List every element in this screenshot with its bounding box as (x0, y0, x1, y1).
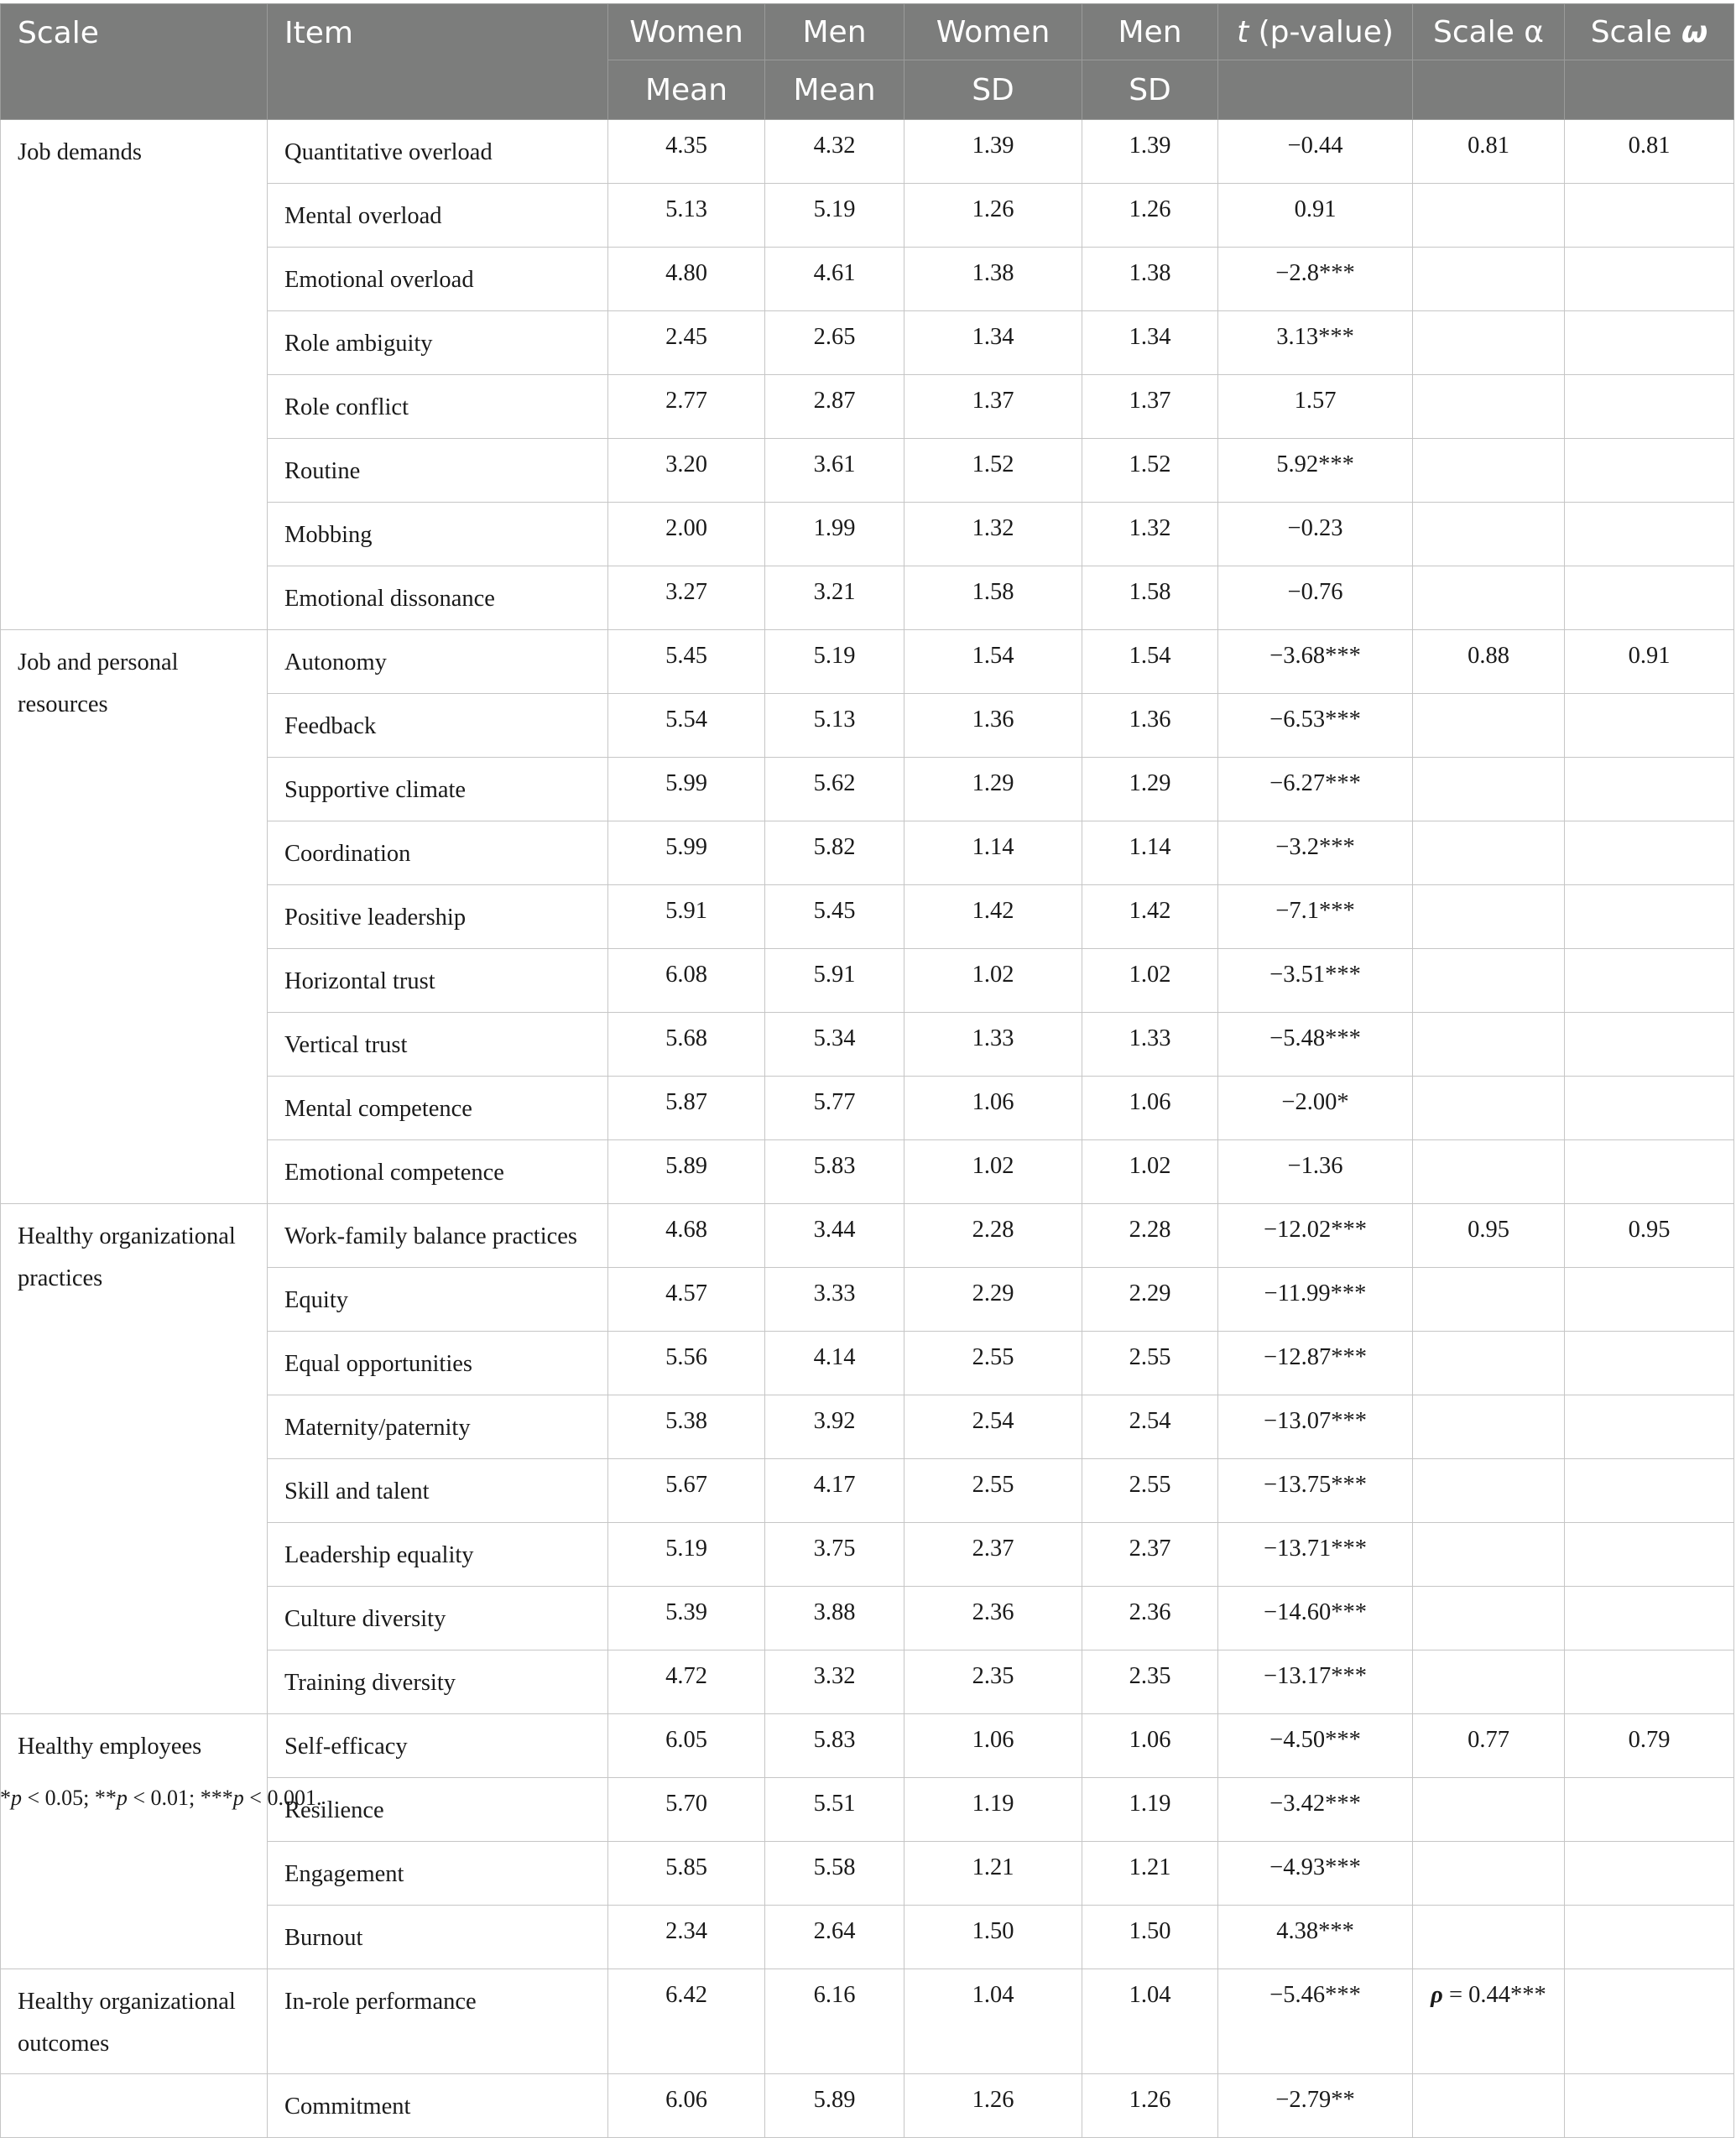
women-mean-cell: 5.13 (608, 184, 765, 248)
women-sd-cell: 1.39 (904, 120, 1082, 184)
men-sd-cell: 2.54 (1082, 1395, 1218, 1459)
women-sd-cell: 1.14 (904, 821, 1082, 885)
men-mean-cell: 5.83 (765, 1714, 904, 1778)
men-mean-cell: 5.58 (765, 1842, 904, 1906)
women-sd-cell: 1.34 (904, 311, 1082, 375)
scale-omega-cell (1565, 1969, 1734, 2074)
women-sd-cell: 1.04 (904, 1969, 1082, 2074)
t-value-cell: −2.79** (1218, 2074, 1413, 2138)
scale-omega-cell (1565, 1332, 1734, 1395)
men-sd-cell: 1.19 (1082, 1778, 1218, 1842)
women-mean-cell: 5.99 (608, 821, 765, 885)
header-men-sd: Men (1082, 4, 1218, 60)
men-mean-cell: 2.64 (765, 1906, 904, 1969)
men-sd-cell: 1.29 (1082, 758, 1218, 821)
t-value-cell: −13.71*** (1218, 1523, 1413, 1587)
women-mean-cell: 3.20 (608, 439, 765, 503)
scale-omega-cell (1565, 1778, 1734, 1842)
scale-alpha-cell (1413, 949, 1565, 1013)
women-sd-cell: 2.36 (904, 1587, 1082, 1650)
scale-omega-cell (1565, 1395, 1734, 1459)
item-cell: Role conflict (268, 375, 608, 439)
scale-alpha-cell (1413, 1906, 1565, 1969)
header-women-sd: Women (904, 4, 1082, 60)
women-mean-cell: 4.80 (608, 248, 765, 311)
table-row (1, 2074, 1734, 2138)
women-mean-cell: 6.05 (608, 1714, 765, 1778)
item-cell: Horizontal trust (268, 949, 608, 1013)
men-mean-cell: 5.89 (765, 2074, 904, 2138)
item-cell: Engagement (268, 1842, 608, 1906)
scale-alpha-cell (1413, 1778, 1565, 1842)
scale-omega-cell (1565, 1140, 1734, 1204)
header-women-mean: Women (608, 4, 765, 60)
item-cell: In-role performance (268, 1969, 608, 2074)
header-t-letter: t (1237, 14, 1249, 50)
men-mean-cell: 4.61 (765, 248, 904, 311)
header-men-mean-sub: Mean (765, 60, 904, 120)
women-sd-cell: 1.33 (904, 1013, 1082, 1077)
women-sd-cell: 1.42 (904, 885, 1082, 949)
scale-cell: Job demands (1, 120, 268, 630)
women-sd-cell: 1.26 (904, 2074, 1082, 2138)
women-mean-cell: 5.54 (608, 694, 765, 758)
men-sd-cell: 1.26 (1082, 2074, 1218, 2138)
women-mean-cell: 6.08 (608, 949, 765, 1013)
women-mean-cell: 5.70 (608, 1778, 765, 1842)
scale-alpha-cell (1413, 1459, 1565, 1523)
item-cell: Equal opportunities (268, 1332, 608, 1395)
men-mean-cell: 3.21 (765, 566, 904, 630)
table-row (1, 630, 1734, 694)
t-value-cell: 1.57 (1218, 375, 1413, 439)
men-mean-cell: 2.65 (765, 311, 904, 375)
men-mean-cell: 5.34 (765, 1013, 904, 1077)
women-sd-cell: 1.50 (904, 1906, 1082, 1969)
t-value-cell: −4.50*** (1218, 1714, 1413, 1778)
men-mean-cell: 2.87 (765, 375, 904, 439)
table-row (1, 120, 1734, 184)
scale-alpha-cell (1413, 1969, 1565, 2074)
scale-alpha-cell (1413, 1587, 1565, 1650)
men-sd-cell: 2.35 (1082, 1650, 1218, 1714)
scale-omega-cell (1565, 1077, 1734, 1140)
item-cell: Leadership equality (268, 1523, 608, 1587)
scale-cell: Healthy organizational practices (1, 1204, 268, 1714)
women-sd-cell: 1.26 (904, 184, 1082, 248)
t-value-cell: −5.48*** (1218, 1013, 1413, 1077)
scale-omega-cell (1565, 248, 1734, 311)
women-sd-cell: 1.58 (904, 566, 1082, 630)
item-cell: Emotional dissonance (268, 566, 608, 630)
table-row (1, 1204, 1734, 1268)
men-mean-cell: 3.88 (765, 1587, 904, 1650)
scale-omega-cell: 0.91 (1565, 630, 1734, 694)
table-row (1, 1969, 1734, 2074)
men-mean-cell: 5.83 (765, 1140, 904, 1204)
women-mean-cell: 4.72 (608, 1650, 765, 1714)
scale-omega-cell: 0.81 (1565, 120, 1734, 184)
t-value-cell: −1.36 (1218, 1140, 1413, 1204)
t-value-cell: −12.02*** (1218, 1204, 1413, 1268)
header-men-mean: Men (765, 4, 904, 60)
scale-omega-cell (1565, 1842, 1734, 1906)
table-header (1, 4, 1734, 120)
women-mean-cell: 6.06 (608, 2074, 765, 2138)
scale-omega-cell (1565, 184, 1734, 248)
header-men-sd-sub: SD (1082, 60, 1218, 120)
women-sd-cell: 1.06 (904, 1077, 1082, 1140)
t-value-cell: −4.93*** (1218, 1842, 1413, 1906)
women-sd-cell: 1.29 (904, 758, 1082, 821)
header-omega-prefix: Scale (1590, 14, 1681, 50)
scale-alpha-cell (1413, 1842, 1565, 1906)
men-sd-cell: 1.38 (1082, 248, 1218, 311)
scale-omega-cell (1565, 1587, 1734, 1650)
men-mean-cell: 3.33 (765, 1268, 904, 1332)
men-sd-cell: 1.02 (1082, 1140, 1218, 1204)
women-sd-cell: 1.36 (904, 694, 1082, 758)
women-sd-cell: 1.02 (904, 949, 1082, 1013)
women-mean-cell: 5.87 (608, 1077, 765, 1140)
men-sd-cell: 2.37 (1082, 1523, 1218, 1587)
t-value-cell: 4.38*** (1218, 1906, 1413, 1969)
women-mean-cell: 2.45 (608, 311, 765, 375)
scale-alpha-cell (1413, 566, 1565, 630)
women-mean-cell: 5.45 (608, 630, 765, 694)
t-value-cell: 5.92*** (1218, 439, 1413, 503)
men-sd-cell: 1.58 (1082, 566, 1218, 630)
item-cell: Work-family balance practices (268, 1204, 608, 1268)
men-mean-cell: 5.45 (765, 885, 904, 949)
men-mean-cell: 5.82 (765, 821, 904, 885)
item-cell: Autonomy (268, 630, 608, 694)
table-container (0, 3, 1733, 2138)
item-cell: Training diversity (268, 1650, 608, 1714)
scale-omega-cell: 0.95 (1565, 1204, 1734, 1268)
scale-omega-cell (1565, 885, 1734, 949)
item-cell: Supportive climate (268, 758, 608, 821)
women-sd-cell: 1.06 (904, 1714, 1082, 1778)
men-mean-cell: 5.51 (765, 1778, 904, 1842)
scale-alpha-cell: 0.81 (1413, 120, 1565, 184)
table-body (1, 120, 1734, 2138)
item-cell: Self-efficacy (268, 1714, 608, 1778)
men-sd-cell: 2.55 (1082, 1459, 1218, 1523)
men-mean-cell: 5.19 (765, 184, 904, 248)
women-mean-cell: 5.91 (608, 885, 765, 949)
scale-alpha-cell: 0.95 (1413, 1204, 1565, 1268)
item-cell: Positive leadership (268, 885, 608, 949)
men-mean-cell: 3.44 (765, 1204, 904, 1268)
women-sd-cell: 2.28 (904, 1204, 1082, 1268)
t-value-cell: −11.99*** (1218, 1268, 1413, 1332)
women-mean-cell: 2.34 (608, 1906, 765, 1969)
scale-cell: Job and personal resources (1, 630, 268, 1204)
women-mean-cell: 5.68 (608, 1013, 765, 1077)
men-sd-cell: 1.37 (1082, 375, 1218, 439)
scale-alpha-cell (1413, 1140, 1565, 1204)
t-value-cell: −2.00* (1218, 1077, 1413, 1140)
item-cell: Resilience (268, 1778, 608, 1842)
women-mean-cell: 5.67 (608, 1459, 765, 1523)
women-mean-cell: 5.89 (608, 1140, 765, 1204)
item-cell: Mobbing (268, 503, 608, 566)
women-mean-cell: 5.39 (608, 1587, 765, 1650)
scale-alpha-cell (1413, 1077, 1565, 1140)
men-sd-cell: 2.36 (1082, 1587, 1218, 1650)
item-cell: Equity (268, 1268, 608, 1332)
t-value-cell: −0.44 (1218, 120, 1413, 184)
men-sd-cell: 1.02 (1082, 949, 1218, 1013)
men-mean-cell: 1.99 (765, 503, 904, 566)
item-cell: Quantitative overload (268, 120, 608, 184)
women-sd-cell: 1.37 (904, 375, 1082, 439)
men-sd-cell: 1.04 (1082, 1969, 1218, 2074)
women-sd-cell: 2.37 (904, 1523, 1082, 1587)
men-mean-cell: 5.13 (765, 694, 904, 758)
scale-alpha-cell (1413, 758, 1565, 821)
scale-omega-cell (1565, 758, 1734, 821)
men-mean-cell: 3.32 (765, 1650, 904, 1714)
scale-omega-cell (1565, 1523, 1734, 1587)
women-mean-cell: 2.00 (608, 503, 765, 566)
women-mean-cell: 4.35 (608, 120, 765, 184)
item-cell: Skill and talent (268, 1459, 608, 1523)
scale-alpha-cell (1413, 248, 1565, 311)
t-value-cell: 0.91 (1218, 184, 1413, 248)
men-sd-cell: 1.14 (1082, 821, 1218, 885)
men-mean-cell: 5.91 (765, 949, 904, 1013)
t-value-cell: −0.23 (1218, 503, 1413, 566)
scale-cell: Healthy organizational outcomes (1, 1969, 268, 2074)
item-cell: Burnout (268, 1906, 608, 1969)
scale-omega-cell (1565, 439, 1734, 503)
t-value-cell: −7.1*** (1218, 885, 1413, 949)
header-scale-omega (1565, 4, 1734, 60)
scale-alpha-cell: 0.88 (1413, 630, 1565, 694)
scale-omega-cell (1565, 821, 1734, 885)
scale-alpha-cell (1413, 375, 1565, 439)
header-omega-sub (1565, 60, 1734, 120)
scale-omega-cell (1565, 1650, 1734, 1714)
men-sd-cell: 2.29 (1082, 1268, 1218, 1332)
men-mean-cell: 4.17 (765, 1459, 904, 1523)
rho-value: = 0.44*** (1442, 1982, 1546, 2008)
women-mean-cell: 5.19 (608, 1523, 765, 1587)
women-sd-cell: 1.32 (904, 503, 1082, 566)
t-value-cell: −2.8*** (1218, 248, 1413, 311)
men-sd-cell: 1.06 (1082, 1077, 1218, 1140)
t-value-cell: −3.2*** (1218, 821, 1413, 885)
table-footnote: *p < 0.05; **p < 0.01; ***p < 0.001. (0, 1786, 322, 1810)
t-value-cell: −13.75*** (1218, 1459, 1413, 1523)
scale-omega-cell (1565, 2074, 1734, 2138)
rho-symbol: ρ (1431, 1982, 1443, 2008)
t-value-cell: −12.87*** (1218, 1332, 1413, 1395)
item-cell: Mental overload (268, 184, 608, 248)
t-value-cell: −6.27*** (1218, 758, 1413, 821)
item-cell: Commitment (268, 2074, 608, 2138)
header-t-pvalue (1218, 4, 1413, 60)
women-mean-cell: 5.38 (608, 1395, 765, 1459)
scale-alpha-cell (1413, 311, 1565, 375)
header-item: Item (268, 4, 608, 120)
scale-omega-cell (1565, 375, 1734, 439)
women-mean-cell: 3.27 (608, 566, 765, 630)
scale-alpha-cell (1413, 1013, 1565, 1077)
scale-alpha-cell (1413, 1523, 1565, 1587)
scale-alpha-cell (1413, 1650, 1565, 1714)
table-row (1, 1714, 1734, 1778)
women-sd-cell: 1.02 (904, 1140, 1082, 1204)
scale-omega-cell (1565, 1013, 1734, 1077)
women-sd-cell: 2.29 (904, 1268, 1082, 1332)
women-sd-cell: 1.21 (904, 1842, 1082, 1906)
header-women-mean-sub: Mean (608, 60, 765, 120)
women-sd-cell: 1.38 (904, 248, 1082, 311)
men-sd-cell: 1.32 (1082, 503, 1218, 566)
scale-alpha-cell: 0.77 (1413, 1714, 1565, 1778)
scale-alpha-cell (1413, 694, 1565, 758)
scale-alpha-cell (1413, 184, 1565, 248)
header-scale-alpha: Scale α (1413, 4, 1565, 60)
t-value-cell: −13.07*** (1218, 1395, 1413, 1459)
item-cell: Routine (268, 439, 608, 503)
women-mean-cell: 4.57 (608, 1268, 765, 1332)
men-mean-cell: 6.16 (765, 1969, 904, 2074)
men-sd-cell: 1.26 (1082, 184, 1218, 248)
t-value-cell: −14.60*** (1218, 1587, 1413, 1650)
women-sd-cell: 1.19 (904, 1778, 1082, 1842)
t-value-cell: −0.76 (1218, 566, 1413, 630)
scale-alpha-cell (1413, 885, 1565, 949)
scale-omega-cell (1565, 311, 1734, 375)
women-mean-cell: 5.56 (608, 1332, 765, 1395)
item-cell: Role ambiguity (268, 311, 608, 375)
men-sd-cell: 1.50 (1082, 1906, 1218, 1969)
t-value-cell: −5.46*** (1218, 1969, 1413, 2074)
header-omega-symbol: ω (1681, 14, 1708, 50)
scale-omega-cell (1565, 694, 1734, 758)
men-sd-cell: 1.36 (1082, 694, 1218, 758)
scale-omega-cell (1565, 1268, 1734, 1332)
women-mean-cell: 2.77 (608, 375, 765, 439)
scale-omega-cell (1565, 566, 1734, 630)
scale-alpha-cell (1413, 1332, 1565, 1395)
scale-alpha-cell (1413, 821, 1565, 885)
scale-cell: Healthy employees (1, 1714, 268, 1969)
men-mean-cell: 3.61 (765, 439, 904, 503)
men-sd-cell: 1.34 (1082, 311, 1218, 375)
item-cell: Coordination (268, 821, 608, 885)
item-cell: Emotional competence (268, 1140, 608, 1204)
t-value-cell: −3.42*** (1218, 1778, 1413, 1842)
women-sd-cell: 2.55 (904, 1459, 1082, 1523)
men-mean-cell: 5.62 (765, 758, 904, 821)
men-sd-cell: 1.21 (1082, 1842, 1218, 1906)
women-sd-cell: 2.54 (904, 1395, 1082, 1459)
women-sd-cell: 1.52 (904, 439, 1082, 503)
scale-cell (1, 2074, 268, 2138)
men-sd-cell: 1.52 (1082, 439, 1218, 503)
men-sd-cell: 2.55 (1082, 1332, 1218, 1395)
women-mean-cell: 5.99 (608, 758, 765, 821)
men-mean-cell: 5.19 (765, 630, 904, 694)
item-cell: Mental competence (268, 1077, 608, 1140)
men-mean-cell: 3.92 (765, 1395, 904, 1459)
men-sd-cell: 2.28 (1082, 1204, 1218, 1268)
header-alpha-sub (1413, 60, 1565, 120)
scale-omega-cell (1565, 503, 1734, 566)
t-value-cell: −6.53*** (1218, 694, 1413, 758)
scale-omega-cell: 0.79 (1565, 1714, 1734, 1778)
item-cell: Emotional overload (268, 248, 608, 311)
men-mean-cell: 3.75 (765, 1523, 904, 1587)
header-scale: Scale (1, 4, 268, 120)
scale-omega-cell (1565, 949, 1734, 1013)
item-cell: Feedback (268, 694, 608, 758)
scale-alpha-cell (1413, 1268, 1565, 1332)
men-sd-cell: 1.42 (1082, 885, 1218, 949)
men-mean-cell: 4.14 (765, 1332, 904, 1395)
men-sd-cell: 1.06 (1082, 1714, 1218, 1778)
t-value-cell: 3.13*** (1218, 311, 1413, 375)
women-sd-cell: 2.35 (904, 1650, 1082, 1714)
scale-omega-cell (1565, 1906, 1734, 1969)
women-sd-cell: 1.54 (904, 630, 1082, 694)
men-sd-cell: 1.54 (1082, 630, 1218, 694)
men-sd-cell: 1.33 (1082, 1013, 1218, 1077)
t-value-cell: −13.17*** (1218, 1650, 1413, 1714)
men-sd-cell: 1.39 (1082, 120, 1218, 184)
item-cell: Culture diversity (268, 1587, 608, 1650)
header-pvalue-text: (p-value) (1258, 14, 1394, 50)
women-mean-cell: 4.68 (608, 1204, 765, 1268)
item-cell: Maternity/paternity (268, 1395, 608, 1459)
scale-alpha-cell (1413, 439, 1565, 503)
header-women-sd-sub: SD (904, 60, 1082, 120)
item-cell: Vertical trust (268, 1013, 608, 1077)
t-value-cell: −3.68*** (1218, 630, 1413, 694)
women-mean-cell: 6.42 (608, 1969, 765, 2074)
header-t-sub (1218, 60, 1413, 120)
t-value-cell: −3.51*** (1218, 949, 1413, 1013)
scale-alpha-cell (1413, 1395, 1565, 1459)
women-sd-cell: 2.55 (904, 1332, 1082, 1395)
women-mean-cell: 5.85 (608, 1842, 765, 1906)
scale-omega-cell (1565, 1459, 1734, 1523)
data-table (0, 3, 1734, 2138)
scale-alpha-cell (1413, 2074, 1565, 2138)
scale-alpha-cell (1413, 503, 1565, 566)
men-mean-cell: 4.32 (765, 120, 904, 184)
men-mean-cell: 5.77 (765, 1077, 904, 1140)
